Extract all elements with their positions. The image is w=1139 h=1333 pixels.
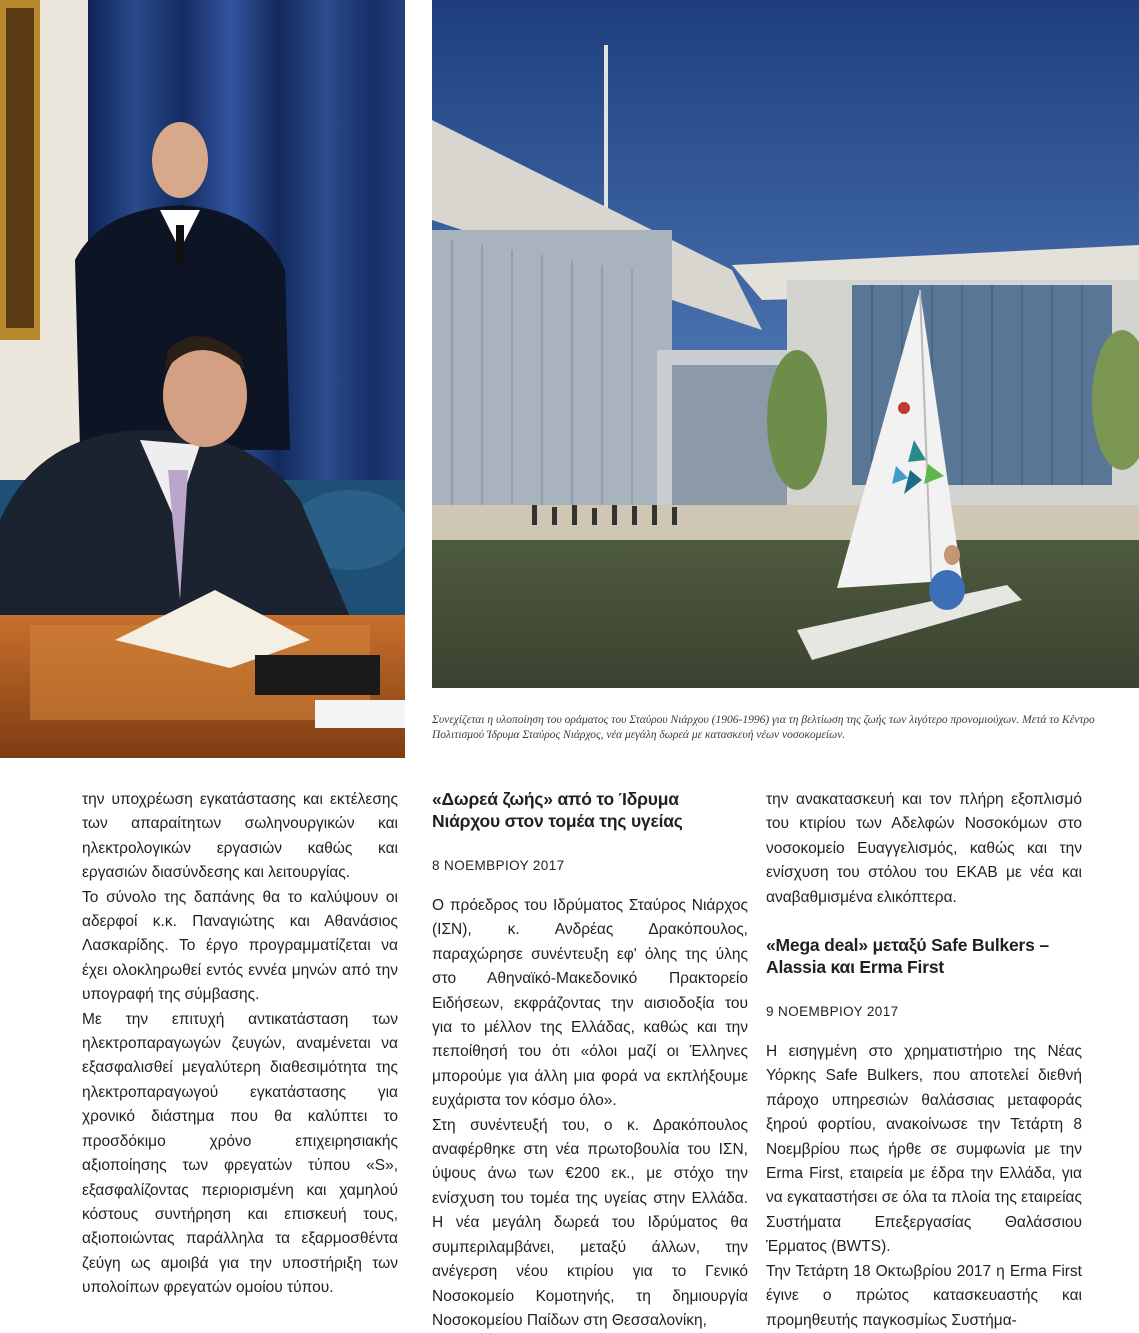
article-date: 8 ΝΟΕΜΒΡΙΟΥ 2017 [432, 858, 565, 873]
body-paragraph: Ο πρόεδρος του Ιδρύματος Σταύρος Νιάρχος (ΙΣΝ), κ. Ανδρέας Δρακόπουλος, παραχώρησε συνέντευξη εφ' όλης της ύλης στο Αθηναϊκό-Μακεδονικό Πρακτορείο Ειδήσεων, εκφράζοντας την αισιοδοξία του για το μέλλον της Ελλάδας, καθώς και την πεποίθησή του ότι «όλοι μαζί οι Έλληνες μπορούμε για άλλη μια φορά να εκπλήξουμε ευχάριστα τον κόσμο όλο». [432, 897, 748, 1110]
body-paragraph: Η εισηγμένη στο χρηματιστήριο της Νέας Υόρκης Safe Bulkers, που αποτελεί διεθνή πάροχο υπηρεσιών θαλάσσιας μεταφοράς ξηρού φορτίου, ανακοίνωσε την Τετάρτη 8 Νοεμβρίου πως ήρθε σε συμφωνία με την Erma First, εταιρεία με έδρα την Ελλάδα, για να εγκαταστήσει σε όλα τα πλοία της εταιρείας Συστήματα Επεξεργασίας Θαλάσσιου Έρματος (BWTS). [766, 1043, 1082, 1256]
article-date: 9 ΝΟΕΜΒΡΙΟΥ 2017 [766, 1004, 899, 1020]
body-paragraph: Στη συνέντευξή του, ο κ. Δρακόπουλος αναφέρθηκε στη νέα πρωτοβουλία του ΙΣΝ, ύψους άνω των €200 εκ., με στόχο την ενίσχυση του τομέα της υγείας στην Ελλάδα. Η νέα μεγάλη δωρεά του Ιδρύματος θα συμπεριλαμβάνει, μεταξύ άλλων, την ανέγερση νέου κτιρίου για το Γενικό Νοσοκομείο Κομοτηνής, τη δημιουργία Νοσοκομείου Παίδων στη Θεσσαλονίκη, [432, 1116, 748, 1329]
article-title: «Mega deal» μεταξύ Safe Bulkers – Alassia και Erma First [766, 935, 1049, 978]
body-paragraph: Την Τετάρτη 18 Οκτωβρίου 2017 η Erma First έγινε ο πρώτος κατασκευαστής και προμηθευτής παγκοσμίως Συστήμα- [766, 1262, 1082, 1329]
column-1-continuation [82, 788, 398, 1301]
photo-signing-ceremony [0, 0, 405, 758]
column-3 [766, 788, 1082, 1333]
snfcc-photo-illustration [432, 0, 1139, 688]
photo-snf-cultural-center [432, 0, 1139, 688]
body-paragraph: την υποχρέωση εγκατάστασης και εκτέλεσης των απαραίτητων σωληνουργικών και ηλεκτρολογικών εργασιών καθώς και εργασιών διασύνδεσης και λειτουργίας. [82, 791, 398, 882]
photo-caption: Συνεχίζεται η υλοποίηση του οράματος του Σταύρου Νιάρχου (1906-1996) για τη βελτίωση της ζωής των λιγότερο προνομιούχων. Μετά το Κέντρο Πολιτισμού Ίδρυμα Σταύρος Νιάρχος, νέα μεγάλη δωρεά με κατασκευή νέων νοσοκομείων. [432, 714, 1095, 741]
body-paragraph: την ανακατασκευή και τον πλήρη εξοπλισμό του κτιρίου των Αδελφών Νοσοκόμων στο νοσοκομείο Ευαγγελισμός, καθώς και την ενίσχυση του στόλου του ΕΚΑΒ με νέα και αναβαθμισμένα ελικόπτερα. [766, 791, 1082, 906]
article-niarchos-donation [432, 788, 748, 1333]
signing-photo-illustration [0, 0, 405, 758]
body-paragraph: Το σύνολο της δαπάνης θα το καλύψουν οι αδερφοί κ.κ. Παναγιώτης και Αθανάσιος Λασκαρίδης. Το έργο προγραμματίζεται να έχει ολοκληρωθεί εντός εννέα μηνών από την υπογραφή της σύμβασης. [82, 888, 398, 1004]
body-paragraph: Με την επιτυχή αντικατάσταση των ηλεκτροπαραγωγών ζευγών, αναμένεται να εξασφαλισθεί μεγαλύτερη διαθεσιμότητα της ηλεκτροπαραγωγού εγκατάστασης για χρονικό διάστημα που θα καλύπτει το προσδόκιμο χρόνο επιχειρησιακής αξιοποίησης των φρεγατών τύπου «S», εξασφαλίζοντας περιορισμένη και χαμηλού κόστους συντήρηση και επισκευή τους, αξιοποιώντας παράλληλα τα εξαρμοσθέντα ζεύγη ως αμοιβά για την υποστήριξη των υπολοίπων φρεγατών ομοίου τύπου. [82, 1010, 398, 1297]
article-title: «Δωρεά ζωής» από το Ίδρυμα Νιάρχου στον τομέα της υγείας [432, 789, 683, 831]
